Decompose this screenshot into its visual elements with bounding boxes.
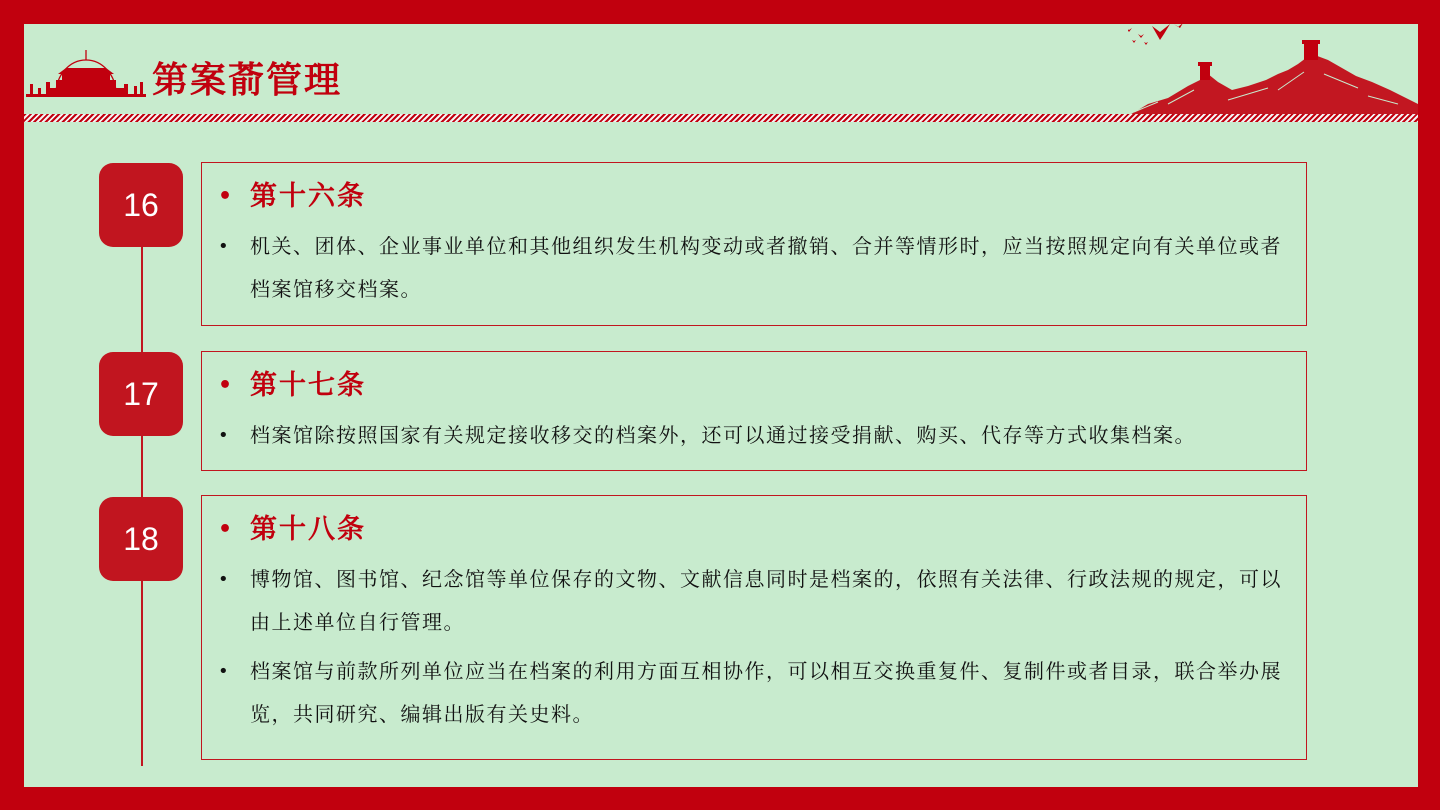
article-heading: • 第十八条: [218, 506, 1290, 554]
article-number-badge: 17: [99, 352, 183, 436]
tiananmen-icon: [26, 44, 146, 102]
flying-birds-icon: [1130, 24, 1190, 52]
article-card: [201, 495, 1307, 760]
article-heading: • 第十六条: [218, 173, 1290, 221]
header-divider: [24, 114, 1418, 122]
article-card: [201, 162, 1307, 326]
article-number-badge: 16: [99, 163, 183, 247]
article-paragraph: • 档案馆与前款所列单位应当在档案的利用方面互相协作，可以相互交换重复件、复制件或者目录，联合举办展览，共同研究、编辑出版有关史料。: [218, 650, 1290, 736]
page-title: 第案萮管理: [152, 60, 343, 101]
article-paragraph: • 档案馆除按照国家有关规定接收移交的档案外，还可以通过接受捐献、购买、代存等方式收集档案。: [218, 414, 1290, 457]
article-paragraph: • 博物馆、图书馆、纪念馆等单位保存的文物、文献信息同时是档案的，依照有关法律、行政法规的规定，可以由上述单位自行管理。: [218, 558, 1290, 644]
timeline-line: [141, 204, 143, 766]
slide: [24, 24, 1418, 787]
article-card: [201, 351, 1307, 471]
article-paragraph: • 机关、团体、企业事业单位和其他组织发生机构变动或者撤销、合并等情形时，应当按照规定向有关单位或者档案馆移交档案。: [218, 225, 1290, 311]
article-heading: • 第十七条: [218, 362, 1290, 410]
article-number-badge: 18: [99, 497, 183, 581]
